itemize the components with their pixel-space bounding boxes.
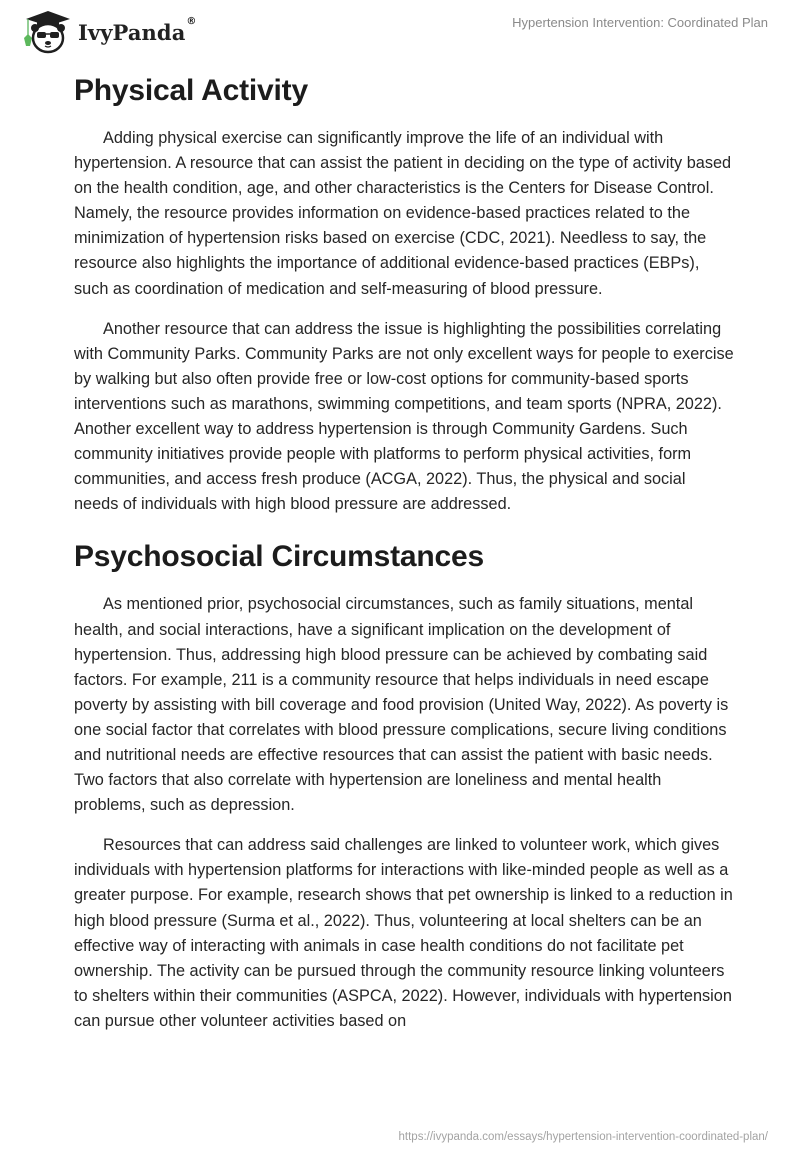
paragraph: Resources that can address said challenges are linked to volunteer work, which gives individuals with hypertension platforms for interactions with like-minded people as well as a greater purpose. For example, research shows that pet ownership is linked to a reduction in high blood pressure (Surma et al., 2022). Thus, volunteering at local shelters can be an effective way of interacting with animals in case health conditions do not facilitate pet ownership. The activity can be pursued through the community resource linking volunteers to shelters within their communities (ASPCA, 2022). However, individuals with hypertension can pursue other volunteer activities based on bbox=[74, 836, 733, 1030]
page-header bbox=[0, 0, 800, 60]
logo-text: IvyPanda bbox=[78, 19, 186, 45]
section-physical-activity bbox=[74, 66, 734, 517]
document-title: Hypertension Intervention: Coordinated Plan bbox=[512, 15, 768, 30]
paragraph: As mentioned prior, psychosocial circumstances, such as family situations, mental health, and social interactions, have a significant implication on the development of hypertension. Thus, addressing high blood pressure can be achieved by combating said factors. For example, 211 is a community resource that helps individuals in need escape poverty by assisting with bill coverage and food provision (United Way, 2022). As poverty is one social factor that correlates with blood pressure complications, secure living conditions and nutritional needs are effective resources that can assist the patient with basic needs. Two factors that also correlate with hypertension are loneliness and mental health problems, such as depression. bbox=[74, 595, 729, 815]
section-heading: Physical Activity bbox=[74, 74, 308, 107]
paragraph: Another resource that can address the issue is highlighting the possibilities correlating with Community Parks. Community Parks are not only excellent ways for people to exercise by walking but also often provide free or low-cost options for community-based sports interventions such as marathons, swimming competitions, and team sports (NPRA, 2022). Another excellent way to address hypertension is through Community Gardens. Such community initiatives provide people with platforms to perform physical activities, form communities, and access fresh produce (ACGA, 2022). Thus, the physical and social needs of individuals with high blood pressure are addressed. bbox=[74, 319, 734, 514]
logo-wordmark bbox=[78, 15, 197, 45]
registered-mark: ® bbox=[186, 15, 197, 27]
panda-graduate-icon bbox=[18, 8, 74, 54]
section-psychosocial-circumstances bbox=[74, 532, 734, 1034]
ivypanda-logo[interactable] bbox=[18, 8, 197, 54]
paragraph: Adding physical exercise can significantly improve the life of an individual with hypertension. A resource that can assist the patient in deciding on the type of activity based on the health condition, age, and other characteristics is the Centers for Disease Control. Namely, the resource provides information on evidence-based practices related to the minimization of hypertension risks based on exercise (CDC, 2021). Needless to say, the resource also highlights the importance of additional evidence-based practices (EBPs), such as coordination of medication and self-measuring of blood pressure. bbox=[74, 129, 732, 298]
source-url-link[interactable]: https://ivypanda.com/essays/hypertension-intervention-coordinated-plan/ bbox=[398, 1131, 768, 1143]
essay-content bbox=[74, 66, 734, 1049]
section-heading: Psychosocial Circumstances bbox=[74, 540, 484, 574]
